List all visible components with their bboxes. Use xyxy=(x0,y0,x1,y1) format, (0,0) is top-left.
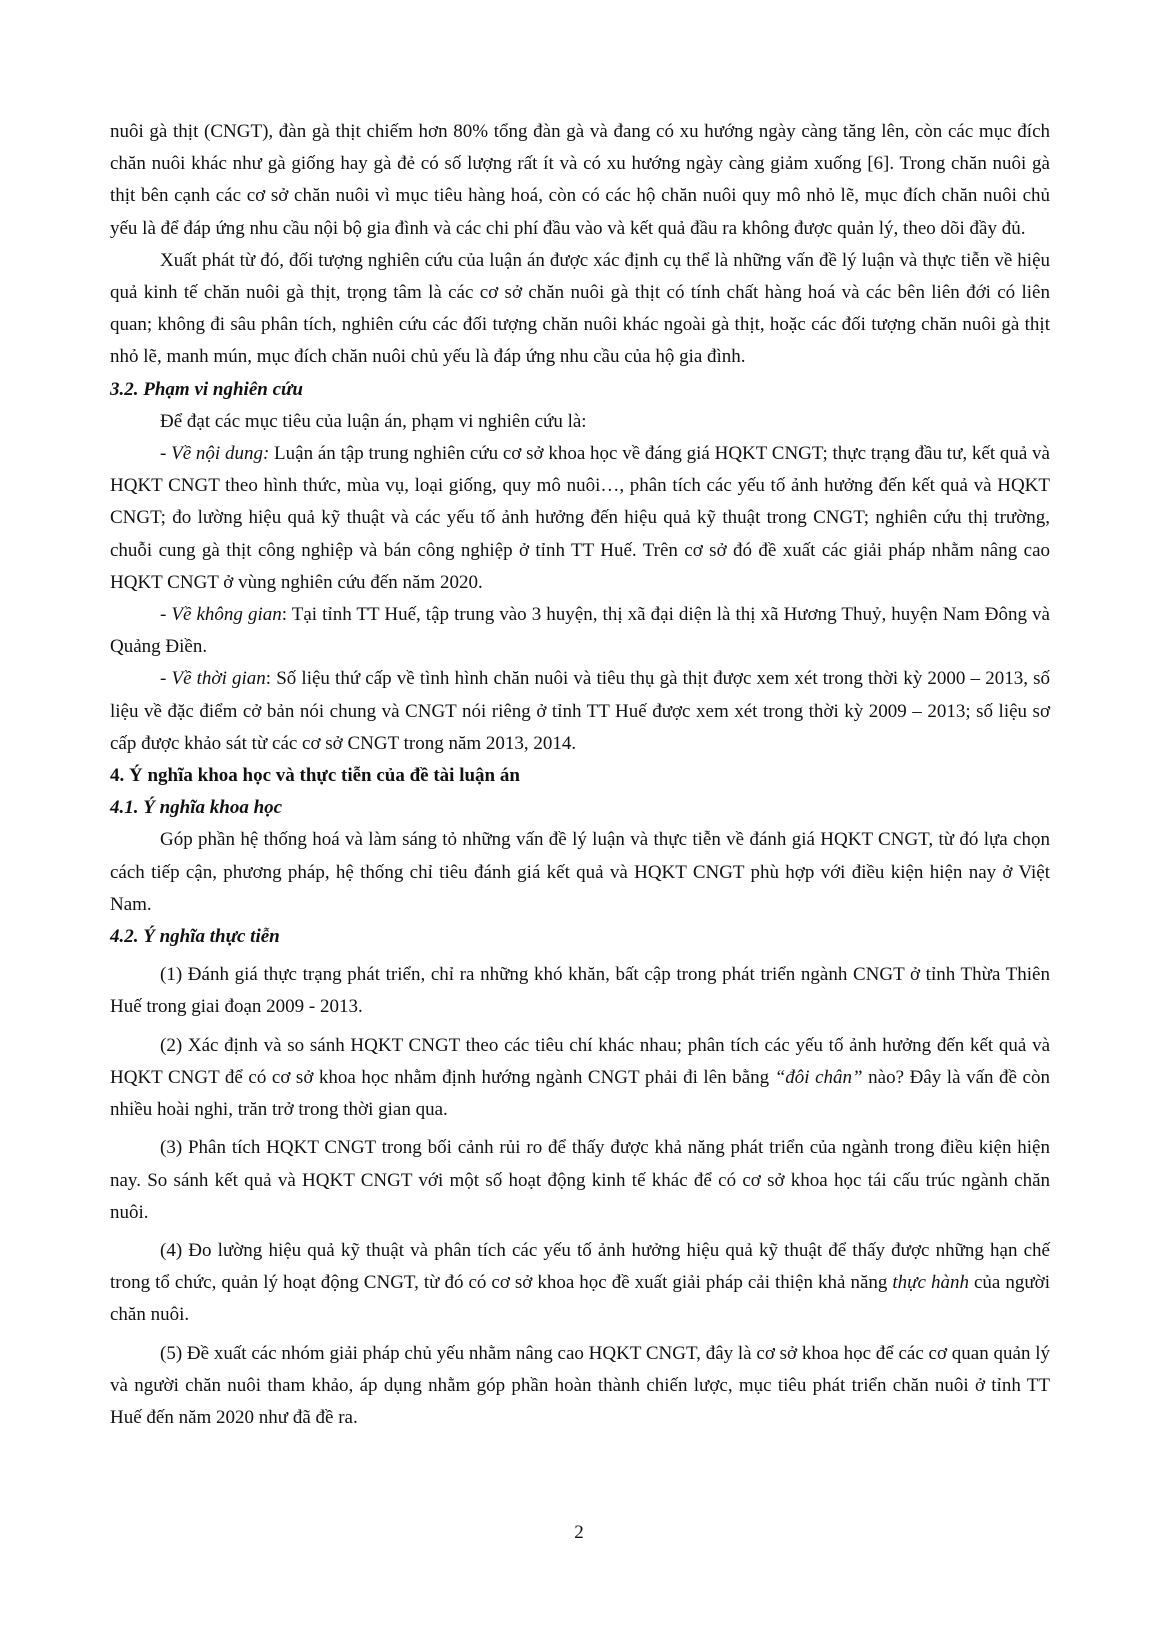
text-space-scope: : Tại tỉnh TT Huế, tập trung vào 3 huyện, thị xã đại diện là thị xã Hương Thuỷ, huyện Nam Đông và Quảng Điền. xyxy=(110,604,1050,658)
paragraph-scientific-meaning: Góp phần hệ thống hoá và làm sáng tỏ những vấn đề lý luận và thực tiễn về đánh giá HQKT CNGT, từ đó lựa chọn cách tiếp cận, phương pháp, hệ thống chỉ tiêu đánh giá kết quả và HQKT CNGT phù hợp với điều kiện hiện nay ở Việt Nam. xyxy=(110,829,1050,915)
page-number: 2 xyxy=(574,1522,584,1543)
paragraph-scope-space xyxy=(110,599,1050,663)
paragraph-practical-2 xyxy=(110,1030,1050,1127)
heading-3-2: 3.2. Phạm vi nghiên cứu xyxy=(110,378,303,400)
paragraph-research-object: Xuất phát từ đó, đối tượng nghiên cứu của luận án được xác định cụ thể là những vấn đề lý luận và thực tiễn về hiệu quả kinh tế chăn nuôi gà thịt, trọng tâm là các cơ sở chăn nuôi gà thịt có tính chất hàng hoá và các bên liên đới có liên quan; không đi sâu phân tích, nghiên cứu các đối tượng chăn nuôi khác ngoài gà thịt, hoặc các đối tượng chăn nuôi gà thịt nhỏ lẽ, manh mún, mục đích chăn nuôi chủ yếu là đáp ứng nhu cầu của hộ gia đình. xyxy=(110,249,1050,368)
text-time-scope: : Số liệu thứ cấp về tình hình chăn nuôi và tiêu thụ gà thịt được xem xét trong thời kỳ 2000 – 2013, số liệu về đặc điểm cở bản nói chung và CNGT nói riêng ở tỉnh TT Huế được xem xét trong thời kỳ 2009 – 2013; số liệu sơ cấp được khảo sát từ các cơ sở CNGT trong năm 2013, 2014. xyxy=(110,668,1050,754)
heading-4: 4. Ý nghĩa khoa học và thực tiễn của đề tài luận án xyxy=(110,765,520,787)
text-practical-4-tail: của người chăn nuôi. xyxy=(110,1272,1050,1326)
label-space-scope: - Về không gian xyxy=(160,604,282,626)
text-practical-4: (4) Đo lường hiệu quả kỹ thuật và phân tích các yếu tố ảnh hưởng hiệu quả kỹ thuật để thấy được những hạn chế trong tổ chức, quản lý hoạt động CNGT, từ đó có cơ sở khoa học đề xuất giải pháp cải thiện khả năng xyxy=(110,1239,1050,1294)
text-practical-2: (2) Xác định và so sánh HQKT CNGT theo các tiêu chí khác nhau; phân tích các yếu tố ảnh hưởng đến kết quả và HQKT CNGT để có cơ sở khoa học nhằm định hướng ngành CNGT phải đi lên bằng xyxy=(110,1034,1050,1088)
emphasis-thuc-hanh: thực hành xyxy=(892,1272,969,1294)
label-content-scope: - Về nội dung: xyxy=(160,443,270,465)
paragraph-scope-time xyxy=(110,663,1050,760)
paragraph-practical-4 xyxy=(110,1235,1050,1332)
emphasis-doi-chan: “đôi chân” xyxy=(774,1066,863,1088)
label-time-scope: - Về thời gian xyxy=(160,668,266,690)
paragraph-scope-intro: Để đạt các mục tiêu của luận án, phạm vi nghiên cứu là: xyxy=(160,410,587,432)
paragraph-practical-5: (5) Đề xuất các nhóm giải pháp chủ yếu nhằm nâng cao HQKT CNGT, đây là cơ sở khoa học để các cơ quan quản lý và người chăn nuôi tham khảo, áp dụng nhằm góp phần hoàn thành chiến lược, mục tiêu phát triển chăn nuôi ở tỉnh TT Huế đến năm 2020 như đã đề ra. xyxy=(110,1342,1050,1428)
paragraph-practical-3: (3) Phân tích HQKT CNGT trong bối cảnh rủi ro để thấy được khả năng phát triển của ngành trong điều kiện hiện nay. So sánh kết quả và HQKT CNGT với một số hoạt động kinh tế khác để có cơ sở khoa học tái cấu trúc ngành chăn nuôi. xyxy=(110,1137,1050,1223)
paragraph-intro: nuôi gà thịt (CNGT), đàn gà thịt chiếm hơn 80% tổng đàn gà và đang có xu hướng ngày càng tăng lên, còn các mục đích chăn nuôi khác như gà giống hay gà đẻ có số lượng rất ít và có xu hướng ngày càng giảm xuống [6]. Trong chăn nuôi gà thịt bên cạnh các cơ sở chăn nuôi vì mục tiêu hàng hoá, còn có các hộ chăn nuôi quy mô nhỏ lẽ, mục đích chăn nuôi chủ yếu là để đáp ứng nhu cầu nội bộ gia đình và các chi phí đầu vào và kết quả đầu ra không được quản lý, theo dõi đầy đủ. xyxy=(110,121,1050,239)
text-practical-2-tail: nào? Đây là vấn đề còn nhiều hoài nghi, trăn trở trong thời gian qua. xyxy=(110,1066,1050,1121)
paragraph-practical-1: (1) Đánh giá thực trạng phát triển, chỉ ra những khó khăn, bất cập trong phát triển ngành CNGT ở tỉnh Thừa Thiên Huế trong giai đoạn 2009 - 2013. xyxy=(110,964,1050,1018)
text-content-scope: Luận án tập trung nghiên cứu cơ sở khoa học về đáng giá HQKT CNGT; thực trạng đầu tư, kết quả và HQKT CNGT theo hình thức, mùa vụ, loại giống, quy mô nuôi…, phân tích các yếu tố ảnh hưởng đến kết quả và HQKT CNGT; đo lường hiệu quả kỹ thuật và các yếu tố ảnh hưởng đến hiệu quả kỹ thuật trong CNGT; nghiên cứu thị trường, chuỗi cung gà thịt công nghiệp và bán công nghiệp ở tỉnh TT Huế. Trên cơ sở đó đề xuất các giải pháp nhằm nâng cao HQKT CNGT ở vùng nghiên cứu đến năm 2020. xyxy=(110,443,1050,593)
heading-4-1: 4.1. Ý nghĩa khoa học xyxy=(110,797,283,819)
paragraph-scope-content xyxy=(110,438,1050,599)
page-content xyxy=(110,116,1050,1434)
heading-4-2: 4.2. Ý nghĩa thực tiễn xyxy=(110,926,280,948)
